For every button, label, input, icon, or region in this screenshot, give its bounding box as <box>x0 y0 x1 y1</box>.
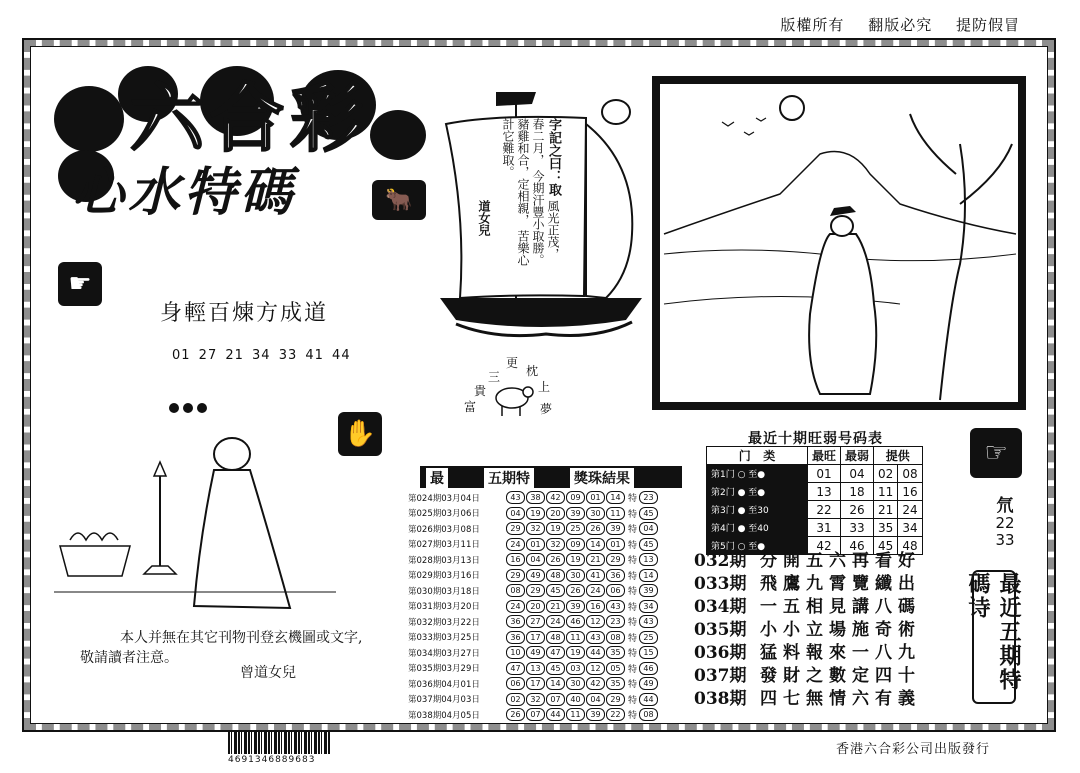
notice-line: 本人并無在其它刊物刊登玄機圖或文字, <box>120 630 363 646</box>
special-ball-number: 34 <box>639 600 658 613</box>
ball-number: 49 <box>526 569 545 582</box>
ball-number: 27 <box>526 615 545 628</box>
ball-number: 07 <box>546 693 565 706</box>
ball-number: 39 <box>586 708 605 721</box>
wang-ruo-cell-men: 第2门 ● 至● <box>707 483 808 501</box>
ball-number: 44 <box>586 646 605 659</box>
ball-number: 26 <box>566 584 585 597</box>
ball-number: 05 <box>606 662 625 675</box>
side-mark: 氘 <box>996 496 1014 516</box>
ball-number: 16 <box>506 553 525 566</box>
ball-number: 14 <box>586 538 605 551</box>
ball-number: 06 <box>506 677 525 690</box>
ball-number: 46 <box>566 615 585 628</box>
ship-poem-line: 苦樂心計它難取。 <box>501 118 530 266</box>
ball-number: 35 <box>606 677 625 690</box>
side-number: 33 <box>995 531 1015 549</box>
special-label: 特 <box>628 525 638 536</box>
results-row-label: 第033期03月25日 <box>408 633 480 644</box>
poem-text: 分開五六再看好 <box>760 551 921 571</box>
slogan: 身輕百煉方成道 <box>160 301 329 326</box>
ball-number: 04 <box>586 693 605 706</box>
results-header-part: 獎珠結果 <box>570 468 634 488</box>
poem-line <box>694 642 921 665</box>
poem-period: 035期 <box>694 620 747 640</box>
ball-number: 24 <box>506 600 525 613</box>
special-ball-number: 43 <box>639 615 658 628</box>
wang-ruo-cell-wang: 22 <box>808 501 841 519</box>
ball-number: 45 <box>546 662 565 675</box>
special-label: 特 <box>628 494 638 505</box>
ship-poem-line: 今期汗豐小取勝。 <box>531 169 545 266</box>
verse-char: 夢 <box>540 402 553 416</box>
special-ball-number: 23 <box>639 491 658 504</box>
side-numbers <box>990 498 1020 549</box>
ball-number: 01 <box>526 538 545 551</box>
ball-number: 43 <box>606 600 625 613</box>
lady-lamp-illustration <box>50 396 340 618</box>
poem-text: 飛鷹九霄覽纖出 <box>760 574 921 594</box>
ball-number: 45 <box>546 584 565 597</box>
verse-char: 上 <box>538 380 551 394</box>
wang-ruo-row <box>707 501 923 519</box>
results-row <box>408 599 688 615</box>
notice-signer: 曾道女兒 <box>240 665 296 681</box>
ball-number: 24 <box>586 584 605 597</box>
ball-number: 09 <box>566 538 585 551</box>
pillow-dream-verse <box>460 352 580 422</box>
wang-ruo-row <box>707 519 923 537</box>
wang-ruo-cell-tg1: 21 <box>874 501 898 519</box>
results-row-label: 第037期04月03日 <box>408 695 480 706</box>
special-label: 特 <box>628 602 638 613</box>
header-lei: 类 <box>763 449 776 463</box>
ball-number: 19 <box>566 553 585 566</box>
ball-number: 01 <box>606 538 625 551</box>
ball-number: 30 <box>566 569 585 582</box>
wang-ruo-table <box>706 446 923 555</box>
ball-number: 22 <box>606 708 625 721</box>
ball-number: 32 <box>546 538 565 551</box>
special-ball-number: 45 <box>639 538 658 551</box>
ball-number: 35 <box>606 646 625 659</box>
results-row <box>408 630 688 646</box>
poem-period: 033期 <box>694 574 747 594</box>
hand-icon: ✋ <box>338 412 382 456</box>
results-row <box>408 583 688 599</box>
wang-ruo-row <box>707 465 923 483</box>
ball-number: 10 <box>506 646 525 659</box>
results-row <box>408 645 688 661</box>
poem-period: 032期 <box>694 551 747 571</box>
results-row <box>408 661 688 677</box>
ball-number: 14 <box>546 677 565 690</box>
ball-number: 39 <box>606 522 625 535</box>
ball-number: 11 <box>606 507 625 520</box>
results-row <box>408 506 688 522</box>
special-label: 特 <box>628 695 638 706</box>
special-label: 特 <box>628 587 638 598</box>
title-ink-blob <box>370 110 426 160</box>
landscape-scene <box>652 76 1026 410</box>
side-number: 22 <box>995 514 1015 532</box>
ball-number: 03 <box>566 662 585 675</box>
special-ball-number: 08 <box>639 708 658 721</box>
wang-ruo-cell-ruo: 04 <box>841 465 874 483</box>
ship-poem-line: 豬雞和合，定相親， <box>516 118 530 226</box>
results-table <box>408 490 688 723</box>
ball-number: 49 <box>526 646 545 659</box>
copyright-notice <box>762 14 1020 35</box>
ball-number: 29 <box>606 553 625 566</box>
ball-number: 42 <box>586 677 605 690</box>
ball-number: 30 <box>566 677 585 690</box>
barcode-number: 4691346889683 <box>228 755 316 765</box>
poem-line <box>694 665 921 688</box>
ball-number: 19 <box>566 646 585 659</box>
wang-ruo-cell-men: 第4门 ● 至40 <box>707 519 808 537</box>
poem-text: 小小立場施奇術 <box>760 620 921 640</box>
sheep-icon <box>488 382 536 418</box>
results-row-label: 第025期03月06日 <box>408 509 480 520</box>
notice-piracy: 翻版必究 <box>868 16 933 34</box>
ball-number: 12 <box>586 662 605 675</box>
special-label: 特 <box>628 711 638 722</box>
results-header-part: 五期特 <box>484 468 534 488</box>
results-row-label: 第035期03月29日 <box>408 664 480 675</box>
special-label: 特 <box>628 633 638 644</box>
results-row <box>408 568 688 584</box>
zodiac-stamp-icon: 🐂 <box>372 180 426 220</box>
special-label: 特 <box>628 571 638 582</box>
ball-number: 29 <box>606 693 625 706</box>
ball-number: 26 <box>506 708 525 721</box>
ball-number: 25 <box>566 522 585 535</box>
special-ball-number: 45 <box>639 507 658 520</box>
results-header-part: 最 <box>426 468 448 488</box>
ball-number: 32 <box>526 522 545 535</box>
ball-number: 16 <box>586 600 605 613</box>
wang-ruo-cell-tg2: 48 <box>898 537 922 555</box>
header-men: 门 <box>738 449 751 463</box>
ball-number: 04 <box>526 553 545 566</box>
header-men-lei <box>707 447 808 465</box>
ball-number: 07 <box>526 708 545 721</box>
notice-rights: 版權所有 <box>780 16 845 34</box>
special-label: 特 <box>628 556 638 567</box>
ball-number: 26 <box>546 553 565 566</box>
special-ball-number: 25 <box>639 631 658 644</box>
lucky-numbers: 01 27 21 34 33 41 44 <box>172 348 351 363</box>
ball-number: 14 <box>606 491 625 504</box>
ball-number: 02 <box>506 693 525 706</box>
wang-ruo-header-row <box>707 447 923 465</box>
ball-number: 38 <box>526 491 545 504</box>
results-row <box>408 614 688 630</box>
special-ball-number: 15 <box>639 646 658 659</box>
results-row-label: 第036期04月01日 <box>408 679 480 690</box>
results-row <box>408 707 688 723</box>
wang-ruo-cell-ruo: 46 <box>841 537 874 555</box>
publisher: 香港六合彩公司出版發行 <box>836 742 991 757</box>
ball-number: 01 <box>586 491 605 504</box>
ball-number: 40 <box>566 693 585 706</box>
results-row-label: 第029期03月16日 <box>408 571 480 582</box>
side-title: 最近五期特碼诗 <box>972 570 1016 704</box>
wang-ruo-cell-tg2: 24 <box>898 501 922 519</box>
wang-ruo-cell-tg1: 02 <box>874 465 898 483</box>
wang-ruo-title: 最近十期旺弱号码表 <box>748 431 883 447</box>
title-main: 六合彩 <box>130 76 370 162</box>
results-row <box>408 537 688 553</box>
wang-ruo-cell-ruo: 33 <box>841 519 874 537</box>
poem-text: 發財之數定四十 <box>760 666 921 686</box>
results-row-label: 第031期03月20日 <box>408 602 480 613</box>
wang-ruo-row <box>707 483 923 501</box>
wang-ruo-cell-men: 第5门 ○ 至● <box>707 537 808 555</box>
ship-poem-heading: 字記之曰：取 <box>546 118 561 196</box>
ball-number: 44 <box>546 708 565 721</box>
special-label: 特 <box>628 649 638 660</box>
header-ruo: 最弱 <box>841 447 874 465</box>
ball-number: 12 <box>586 615 605 628</box>
results-row-label: 第028期03月13日 <box>408 555 480 566</box>
ball-number: 36 <box>506 631 525 644</box>
ball-number: 17 <box>526 631 545 644</box>
verse-char: 枕 <box>526 364 539 378</box>
results-row-label: 第024期03月04日 <box>408 493 480 504</box>
ball-number: 41 <box>586 569 605 582</box>
poem-text: 猛料報來一八九 <box>760 643 921 663</box>
poem-line <box>694 688 921 711</box>
special-ball-number: 04 <box>639 522 658 535</box>
special-label: 特 <box>628 680 638 691</box>
special-label: 特 <box>628 540 638 551</box>
header-tigong: 提供 <box>874 447 923 465</box>
special-ball-number: 13 <box>639 553 658 566</box>
ball-number: 36 <box>506 615 525 628</box>
ball-number: 29 <box>506 569 525 582</box>
poem-line <box>694 596 921 619</box>
ship-poem-line: 風光正茂，春二月， <box>531 118 560 260</box>
ball-number: 42 <box>546 491 565 504</box>
pointing-hand-icon: ☞ <box>970 428 1022 478</box>
results-row <box>408 490 688 506</box>
ball-number: 21 <box>586 553 605 566</box>
special-label: 特 <box>628 664 638 675</box>
special-ball-number: 39 <box>639 584 658 597</box>
ball-number: 21 <box>546 600 565 613</box>
barcode <box>228 732 330 754</box>
wang-ruo-cell-wang: 01 <box>808 465 841 483</box>
wang-ruo-cell-tg2: 34 <box>898 519 922 537</box>
poem-period: 038期 <box>694 689 747 709</box>
wang-ruo-cell-tg1: 11 <box>874 483 898 501</box>
results-row-label: 第032期03月22日 <box>408 617 480 628</box>
poem-period: 034期 <box>694 597 747 617</box>
special-ball-number: 49 <box>639 677 658 690</box>
ball-number: 24 <box>546 615 565 628</box>
poem-period: 036期 <box>694 643 747 663</box>
wang-ruo-cell-wang: 42 <box>808 537 841 555</box>
ball-number: 39 <box>566 507 585 520</box>
poem-text: 四七無情六有義 <box>760 689 921 709</box>
ball-number: 11 <box>566 631 585 644</box>
wang-ruo-cell-men: 第3门 ● 至30 <box>707 501 808 519</box>
results-header <box>420 466 682 488</box>
results-row <box>408 521 688 537</box>
ball-number: 09 <box>566 491 585 504</box>
ball-number: 29 <box>506 522 525 535</box>
ball-number: 24 <box>506 538 525 551</box>
wang-ruo-cell-ruo: 18 <box>841 483 874 501</box>
special-label: 特 <box>628 618 638 629</box>
ball-number: 47 <box>506 662 525 675</box>
header-wang: 最旺 <box>808 447 841 465</box>
poem-line <box>694 550 921 573</box>
verse-char: 富 <box>464 400 477 414</box>
title-sub: 心水特碼 <box>72 162 297 223</box>
wang-ruo-cell-men: 第1门 ○ 至● <box>707 465 808 483</box>
wang-ruo-cell-tg1: 45 <box>874 537 898 555</box>
ball-number: 19 <box>526 507 545 520</box>
ball-number: 39 <box>566 600 585 613</box>
ball-number: 29 <box>526 584 545 597</box>
wang-ruo-cell-wang: 31 <box>808 519 841 537</box>
ball-number: 11 <box>566 708 585 721</box>
notice-fake: 提防假冒 <box>955 16 1020 34</box>
wang-ruo-cell-wang: 13 <box>808 483 841 501</box>
verse-char: 三 <box>488 370 501 384</box>
special-label: 特 <box>628 509 638 520</box>
results-row-label: 第038期04月05日 <box>408 710 480 721</box>
verse-char: 更 <box>506 356 519 370</box>
ball-number: 20 <box>546 507 565 520</box>
ball-number: 43 <box>586 631 605 644</box>
scholar-by-river-illustration <box>660 84 1018 402</box>
ball-number: 26 <box>586 522 605 535</box>
special-ball-number: 46 <box>639 662 658 675</box>
ball-number: 06 <box>606 584 625 597</box>
ball-number: 48 <box>546 631 565 644</box>
poem-text: 一五相見講八碼 <box>760 597 921 617</box>
ball-number: 17 <box>526 677 545 690</box>
ball-number: 36 <box>606 569 625 582</box>
verse-char: 貴 <box>474 384 487 398</box>
wang-ruo-cell-tg1: 35 <box>874 519 898 537</box>
ball-number: 48 <box>546 569 565 582</box>
results-row <box>408 552 688 568</box>
poem-line <box>694 573 921 596</box>
wang-ruo-cell-ruo: 26 <box>841 501 874 519</box>
notice-text <box>80 628 362 668</box>
ball-number: 23 <box>606 615 625 628</box>
title-ink-blob <box>54 86 124 152</box>
poem-line <box>694 619 921 642</box>
poem-period: 037期 <box>694 666 747 686</box>
special-ball-number: 14 <box>639 569 658 582</box>
results-row <box>408 692 688 708</box>
ball-number: 13 <box>526 662 545 675</box>
ball-number: 20 <box>526 600 545 613</box>
ball-number: 30 <box>586 507 605 520</box>
results-row <box>408 676 688 692</box>
ship-poem <box>500 118 561 268</box>
ball-number: 04 <box>506 507 525 520</box>
special-ball-number: 44 <box>639 693 658 706</box>
ball-number: 32 <box>526 693 545 706</box>
results-row-label: 第026期03月08日 <box>408 524 480 535</box>
wang-ruo-cell-tg2: 08 <box>898 465 922 483</box>
pointing-hand-icon: ☛ <box>58 262 102 306</box>
results-row-label: 第030期03月18日 <box>408 586 480 597</box>
results-row-label: 第027期03月11日 <box>408 540 480 551</box>
ball-number: 19 <box>546 522 565 535</box>
period-poems <box>694 550 921 711</box>
notice-line: 敬請讀者注意。 <box>80 650 178 666</box>
ball-number: 08 <box>606 631 625 644</box>
results-row-label: 第034期03月27日 <box>408 648 480 659</box>
wang-ruo-cell-tg2: 16 <box>898 483 922 501</box>
ship-signature: 道女兒 <box>477 200 491 236</box>
ball-number: 47 <box>546 646 565 659</box>
ball-number: 08 <box>506 584 525 597</box>
ball-number: 43 <box>506 491 525 504</box>
